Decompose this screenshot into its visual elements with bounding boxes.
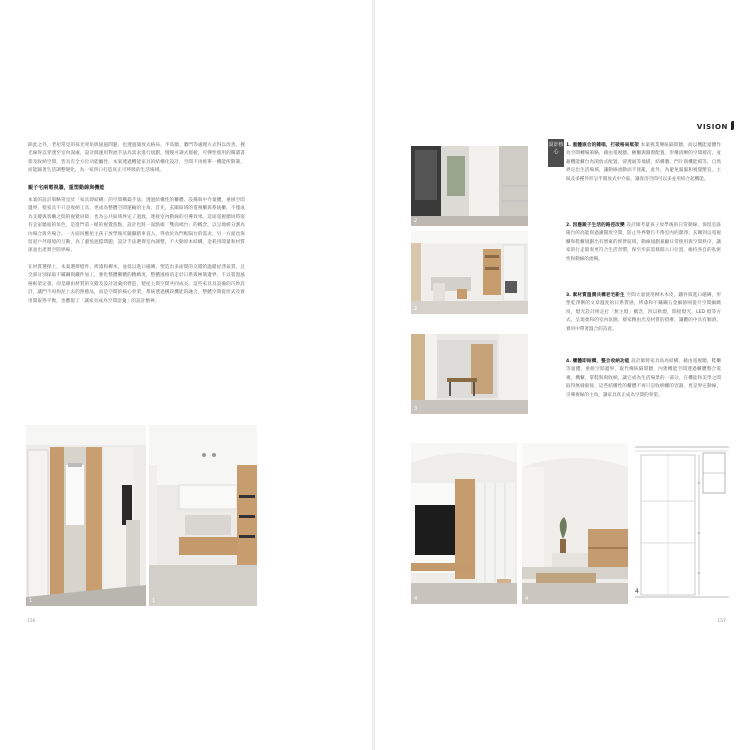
photo-number: 4 bbox=[414, 596, 418, 602]
section-header bbox=[697, 121, 734, 131]
design-point-2 bbox=[566, 222, 721, 264]
svg-text:4: 4 bbox=[635, 588, 639, 595]
point-title: 2. 因應親子生活的路徑改變 bbox=[566, 223, 625, 228]
photo-number: 2 bbox=[414, 306, 418, 312]
point-title: 4. 櫃體即結構，整合收納功能 bbox=[566, 359, 630, 364]
point-body: 設計師將家具高為結構，藉由電視牆，鞋櫃等量體，重組空間邊界，取代傳統隔間牆，內建機能空間透過櫃體整合電視，機櫃，掌鞋與與收納，讓它成為生活場景的一部分，在機能和美學之間取得無縫銜接，這些結構性的櫃體不再只是收納櫃的容器，更是界定動線，引導視線的主角，讓家具真正成為空間的骨架。 bbox=[566, 359, 721, 398]
photo-number: 1 bbox=[29, 598, 33, 604]
dining-illustration bbox=[411, 334, 528, 414]
body-paragraph-2: 本案的設計策略常見於「家具即結構」的空間構築手法，透過結構性的櫃體、設備與中介量體，重組空間邊界，使家具不只是收納工具，更成為整體空間運輸的主角。首先，玄關區域的電視櫃與系統櫃，不僅成為支撐與客廳之間的視覺屏障，也為公共區域界定了過渡，連接室內動線的引導效果。這面電視牆同時嵌有宜家牆面的角色，是進門第一眼的視覺焦點，設計也將一面點綴「雙面端台」的概念，以呈地緩分割為內場合與外場合。一方面回應屋主孩子放學後可隨腳踏車直入，得放於為門框隔台的需求，另一方面也保留屋戶外環境的互動，為了避免遮擋問題，設計手法選擇室內調整，不大動原本結構，金耗用間量和材質深並出產實空間界線。 bbox=[28, 198, 245, 254]
point-body: 設計師考量孩子放學後的日常動線，保留室區陽台的高能與過濾開放空間，防止外界雜污不滲室內的潔淨；玄關到以電視櫃和鞋櫃規劃出有增東的經營區域，動線規劃兼顧日常使用與空間秩序，讓家的行走節奏更符合生活習慣，保至步前需條開入口位置，維持各自的私密性和動線的流暢。 bbox=[566, 223, 721, 262]
photo-number: 1 bbox=[152, 598, 156, 604]
section-subtitle: 親子宅兩電視牆，重塑動線與機能 bbox=[28, 184, 105, 191]
photo-tv-wall bbox=[411, 443, 517, 604]
left-folio: 156 bbox=[27, 619, 36, 624]
cabinet-illustration bbox=[522, 443, 628, 604]
photo-bathroom bbox=[149, 425, 257, 606]
elevation-diagram bbox=[633, 443, 731, 604]
balcony-illustration bbox=[411, 146, 528, 226]
tv-wall-illustration bbox=[411, 443, 517, 604]
photo-balcony bbox=[411, 146, 528, 226]
point-title: 1. 重體嵌合的雜唱，打破格局框架 bbox=[566, 143, 639, 148]
point-title: 3. 素材質溫潤共構老宅新生 bbox=[566, 293, 625, 298]
design-core-tag: 設計核心 bbox=[548, 139, 564, 167]
point-body: 空間大量使用柳木木皮，鐵件與進口磁磚，形塑乾淨俐的文章溫度的日系質感，烤漆和不鏽鋼五金細節則提升空間細緻度，燈光設計則走打「無主燈」概念，四以軟燈，間接燈光，LED 燈等方式，呈現柔和的室內氛圍，層家精由光及材質的搭療，讓觀的中具有順滑，實用中帶著溫合的詩意。 bbox=[566, 293, 721, 332]
right-folio: 157 bbox=[717, 619, 726, 624]
photo-number: 2 bbox=[414, 218, 418, 224]
left-text-column bbox=[28, 142, 245, 314]
right-page bbox=[375, 0, 750, 750]
photo-living-cabinet bbox=[522, 443, 628, 604]
photo-number: 3 bbox=[414, 406, 418, 412]
design-point-1 bbox=[566, 142, 721, 184]
photo-number: 4 bbox=[525, 596, 529, 602]
photo-walk-in-closet bbox=[26, 425, 146, 606]
body-paragraph-3: 在材質選擇上，本案選擇燈件、烤漆和柳木，並低以進口磁磚，塑造出多面間的交錯的溫暖紀淨氣質，且全部分別採取不鏽鋼與鐵件加工，強化整體櫃體的精緻度，整體風格清走於日系與極簡邊界，不以裝置風格框架定義，而是藉由材質的交錯及設計語彙的營造，使屋主與空間共同成長。這些家具及設備的巧妙設計，讓門不再拘泥上去的照藝品，而是空間的核心骨架，系統透過構段機能的融合，整體空間從形式及實用間取得平衡，也體現了「讓家具成為空間語彙」的設計精神。 bbox=[28, 264, 245, 304]
living-illustration bbox=[411, 231, 528, 314]
photo-dining bbox=[411, 334, 528, 414]
elevation-drawing bbox=[633, 443, 731, 604]
closet-illustration bbox=[26, 425, 146, 606]
intro-paragraph: 除此之外，老屋常見的採光死角與通風問題，也透過開放式格局、半高牆、牆門等處理方式得以改善。搜光線得以穿透至室內深處，設計師運用對流手法為需求進行規劃，慢慢可調式層板，可彈性使用的閱讀書架及收納空間，皆具有全方位功能屬性。本案透過機能家具的結構化設計，空間不再被單一機能所限制，而能隨著生活調整變化，為一家四口打造真正可呼吸的生活場域。 bbox=[28, 143, 245, 174]
brand-mark-icon bbox=[731, 121, 734, 130]
design-point-3 bbox=[566, 292, 721, 334]
vision-label: VISION bbox=[696, 123, 728, 131]
photo-living-room bbox=[411, 231, 528, 314]
point-body: 本案挑業傳統隔間牆，而以機能量體作為空間轉場策略，藉由電視牆、櫥櫃與開窗配置，形構清晰的空間層次，並藉機能櫃台為開放式配置，卻透通等地描，結構牆，門片與機能模等，自然界定出生活場域，讓動線流動而不迷亂，此外，為避免濕濕和視覺壓迫，主臥及多種外形呈半開放式中介區，讓客浴空間可以多並用結合起機能。 bbox=[566, 143, 721, 182]
design-point-4 bbox=[566, 358, 721, 400]
bathroom-illustration bbox=[149, 425, 257, 606]
